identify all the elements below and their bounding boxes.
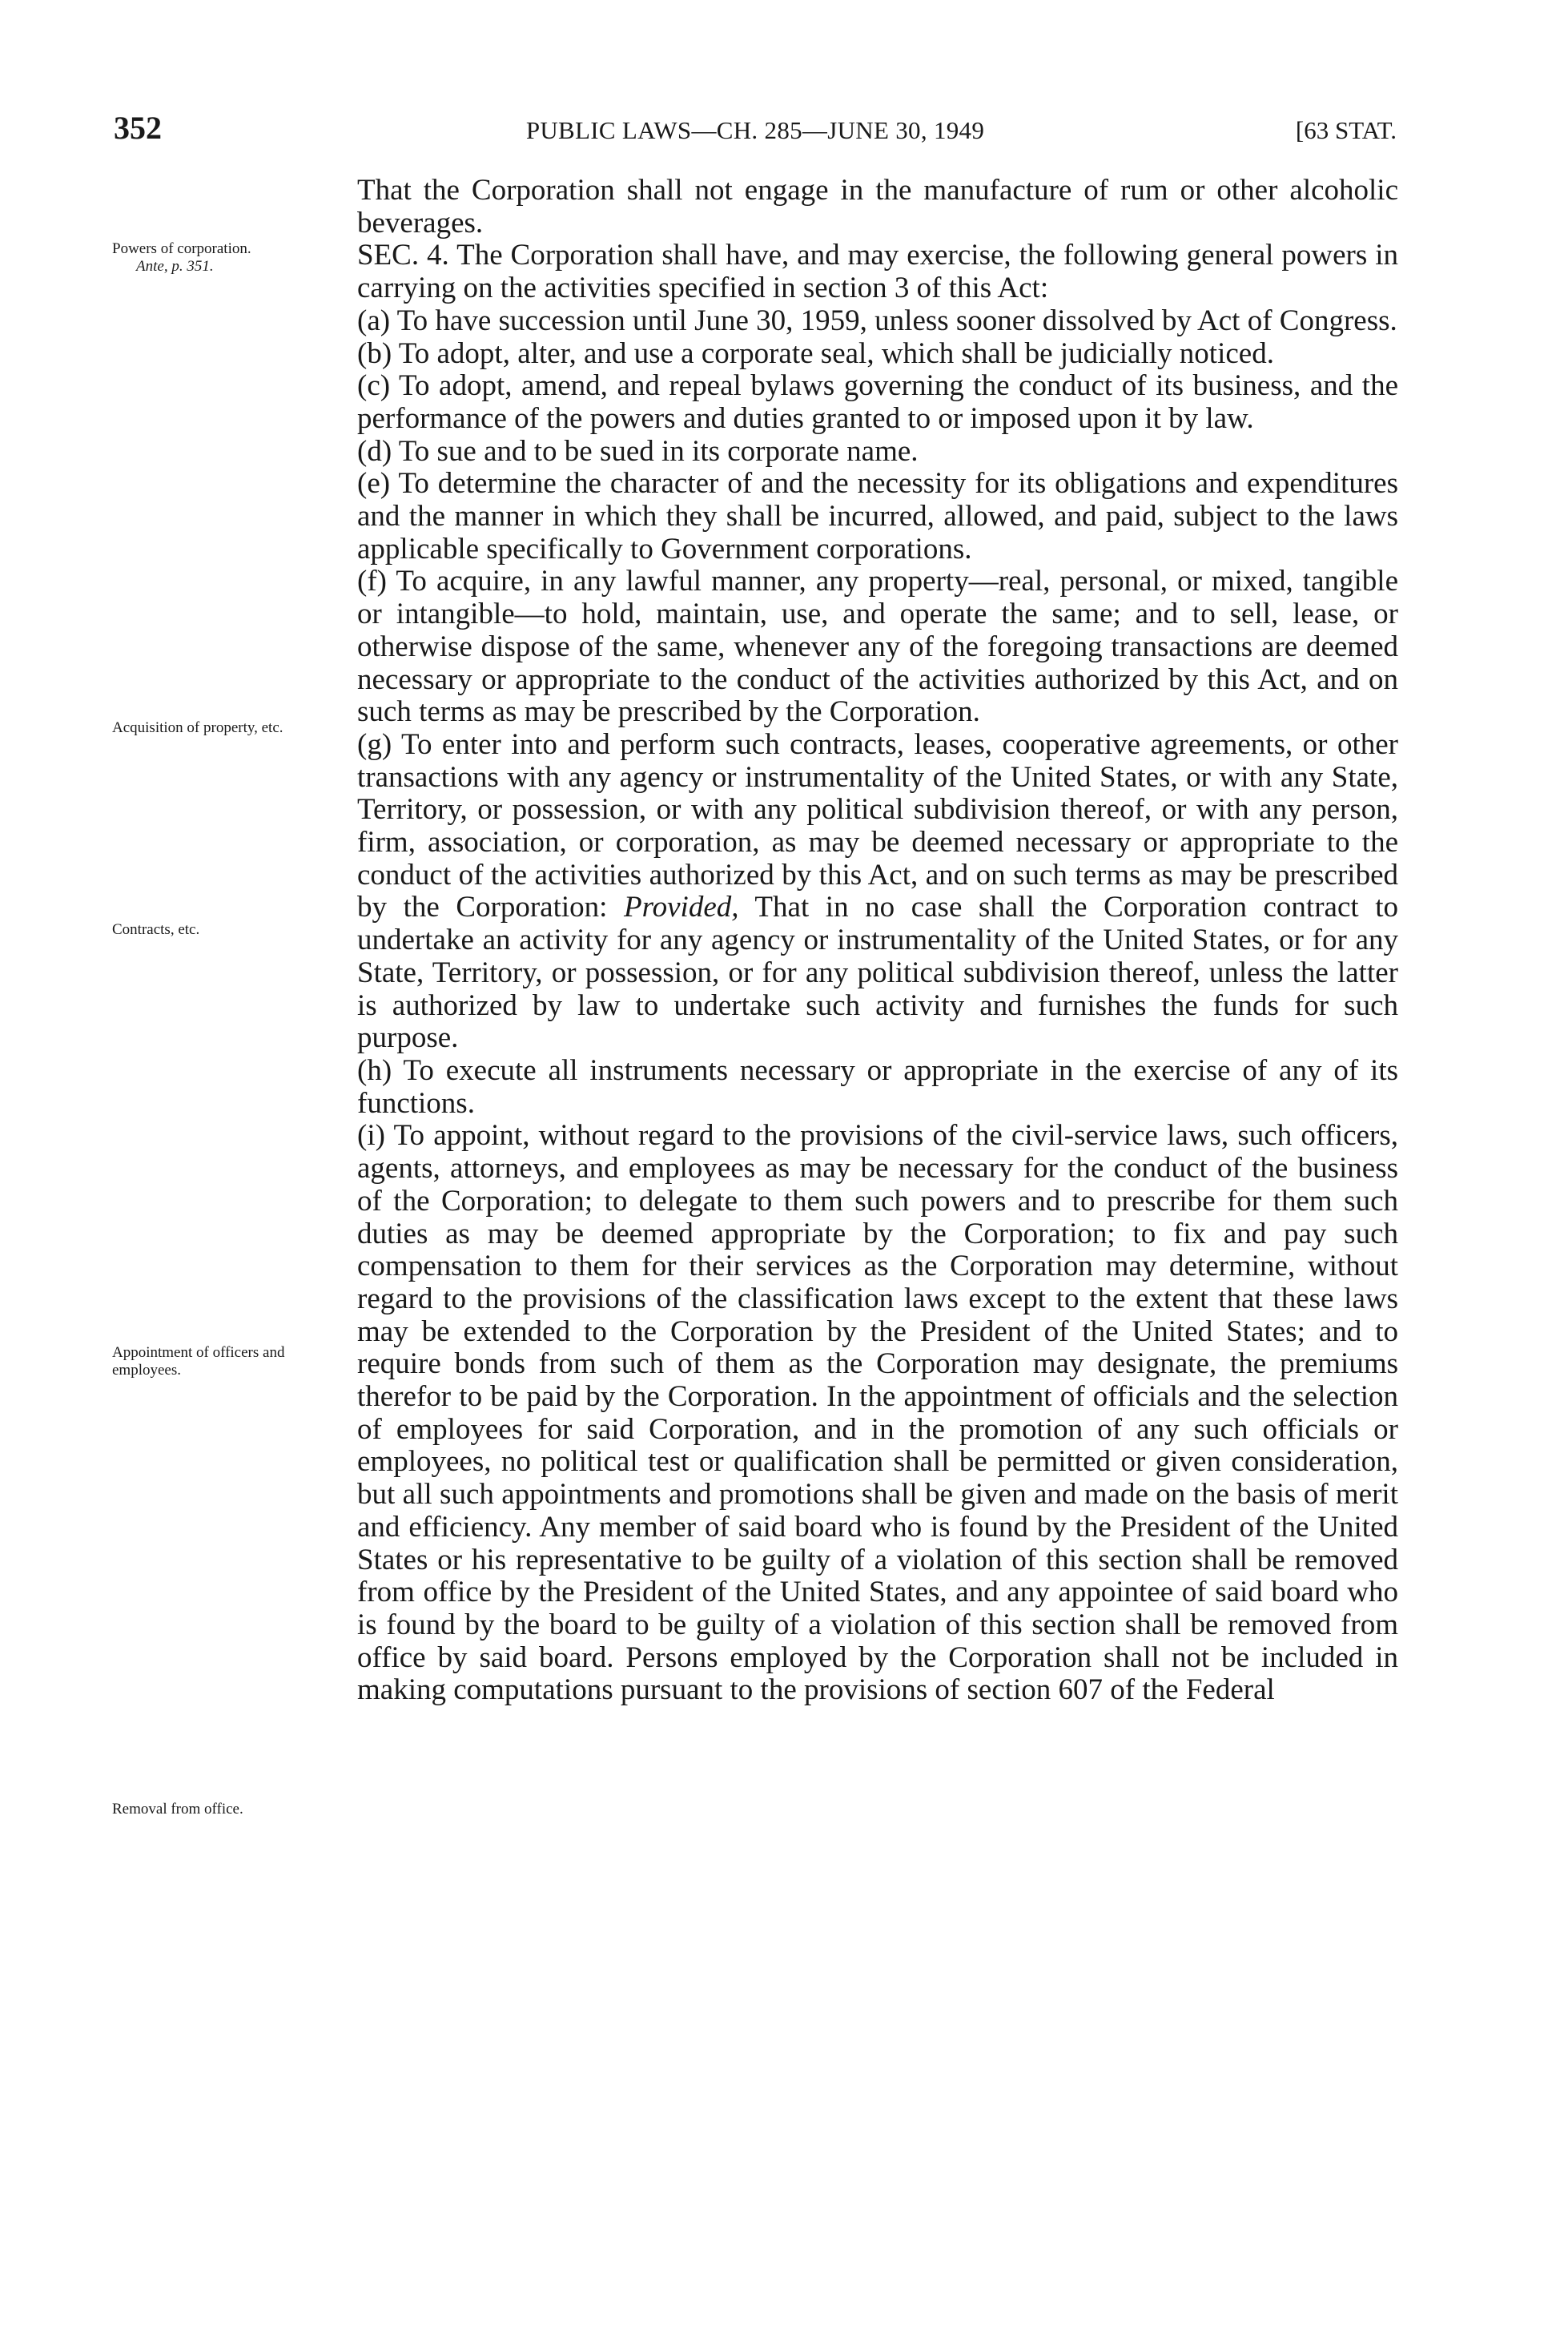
running-title: PUBLIC LAWS—CH. 285—JUNE 30, 1949 [525,116,985,144]
margin-note-text: Removal from office. [112,1801,243,1818]
paragraph-h: (h) To execute all instruments necessary or appropriate in the exercise of any of its functions. [357,1053,1398,1120]
section-4-paragraph: SEC. 4. The Corporation shall have, and may exercise, the following general powers in carrying on the activities specified in section 3 of this Act: [357,239,1398,305]
margin-note-text: Acquisition of property, etc. [112,719,283,736]
paragraph-g-part-2: That in no case shall the Corporation contract to undertake an activity for any agency or instrumentality of the United States, or for any State, Territory, or possession, or for any political subdivision thereof, unless the latter is authorized by law to undertake such activity and furnishes the funds for such purpose. [357,891,1398,1055]
margin-note-acquisition [112,719,336,737]
paragraph-a: (a) To have succession until June 30, 1959, unless sooner dissolved by Act of Congress. [357,304,1397,337]
paragraph-g-part-1: (g) To enter into and perform such contracts, leases, cooperative agreements, or other transactions with any agency or instrumentality of the United States, or with any State, Territory, or possession, or with any political subdivision thereof, or with any person, firm, association, or corporation, as may be deemed necessary or appropriate to the conduct of the activities authorized by this Act, and on such terms as may be prescribed by the Corporation: [357,727,1398,924]
running-head [114,112,1397,144]
paragraph-g [357,729,1398,1055]
paragraph-d: (d) To sue and to be sued in its corporate name. [357,434,919,468]
margin-note-text: Contracts, etc. [112,921,200,938]
margin-note-text: Appointment of officers and employees. [112,1344,285,1379]
margin-note-text: Powers of corporation. [112,240,251,257]
margin-note-contracts [112,921,336,939]
paragraph-c: (c) To adopt, amend, and repeal bylaws governing the conduct of its business, and the performance of the powers and duties granted to or imposed upon it by law. [357,369,1398,435]
margin-note-reference: Ante, p. 351. [136,258,214,275]
margin-note-appointment [112,1344,336,1379]
paragraph-i: (i) To appoint, without regard to the provisions of the civil-service laws, such officers, agents, attorneys, and employees as may be necessary for the conduct of the business of the Corporation; to delegate to them such powers and to prescribe for them such duties as may be deemed appropriate by the Corporation; to fix and pay such compensation to them for their services as the Corporation may determine, without regard to the provisions of the classification laws except to the extent that these laws may be extended to the Corporation by the President of the United States; and to require bonds from such of them as the Corporation may designate, the premiums therefor to be paid by the Corporation. In the appointment of officials and the selection of employees for said Corporation, and in the promotion of any such officials or employees, no political test or qualification shall be permitted or given consideration, but all such appointments and promotions shall be given and made on the basis of merit and efficiency. Any member of said board who is found by the President of the United States or his representative to be guilty of a violation of this section shall be removed from office by the President of the United States, and any appointee of said board who is found by the board to be guilty of a violation of this section shall be removed from office by said board. Persons employed by the Corporation shall not be included in making computations pursuant to the provisions of section 607 of the Federal [357,1119,1398,1707]
margin-note-removal [112,1801,336,1818]
volume-reference: [63 STAT. [1295,116,1397,144]
provided-keyword: Provided, [624,891,739,924]
margin-note-powers [112,240,336,276]
page-number: 352 [114,110,162,146]
paragraph: That the Corporation shall not engage in the manufacture of rum or other alcoholic beverages. [357,174,1398,240]
paragraph-f: (f) To acquire, in any lawful manner, any property—real, personal, or mixed, tangible or intangible—to hold, maintain, use, and operate the same; and to sell, lease, or otherwise dispose of the same, whenever any of the foregoing transactions are deemed necessary or appropriate to the conduct of the activities authorized by this Act, and on such terms as may be prescribed by the Corporation. [357,565,1398,729]
paragraph-b: (b) To adopt, alter, and use a corporate seal, which shall be judicially noticed. [357,336,1274,370]
body-text [357,175,1398,1707]
paragraph-e: (e) To determine the character of and the necessity for its obligations and expenditures and the manner in which they shall be incurred, allowed, and paid, subject to the laws applicable specifically to Government corporations. [357,467,1398,566]
